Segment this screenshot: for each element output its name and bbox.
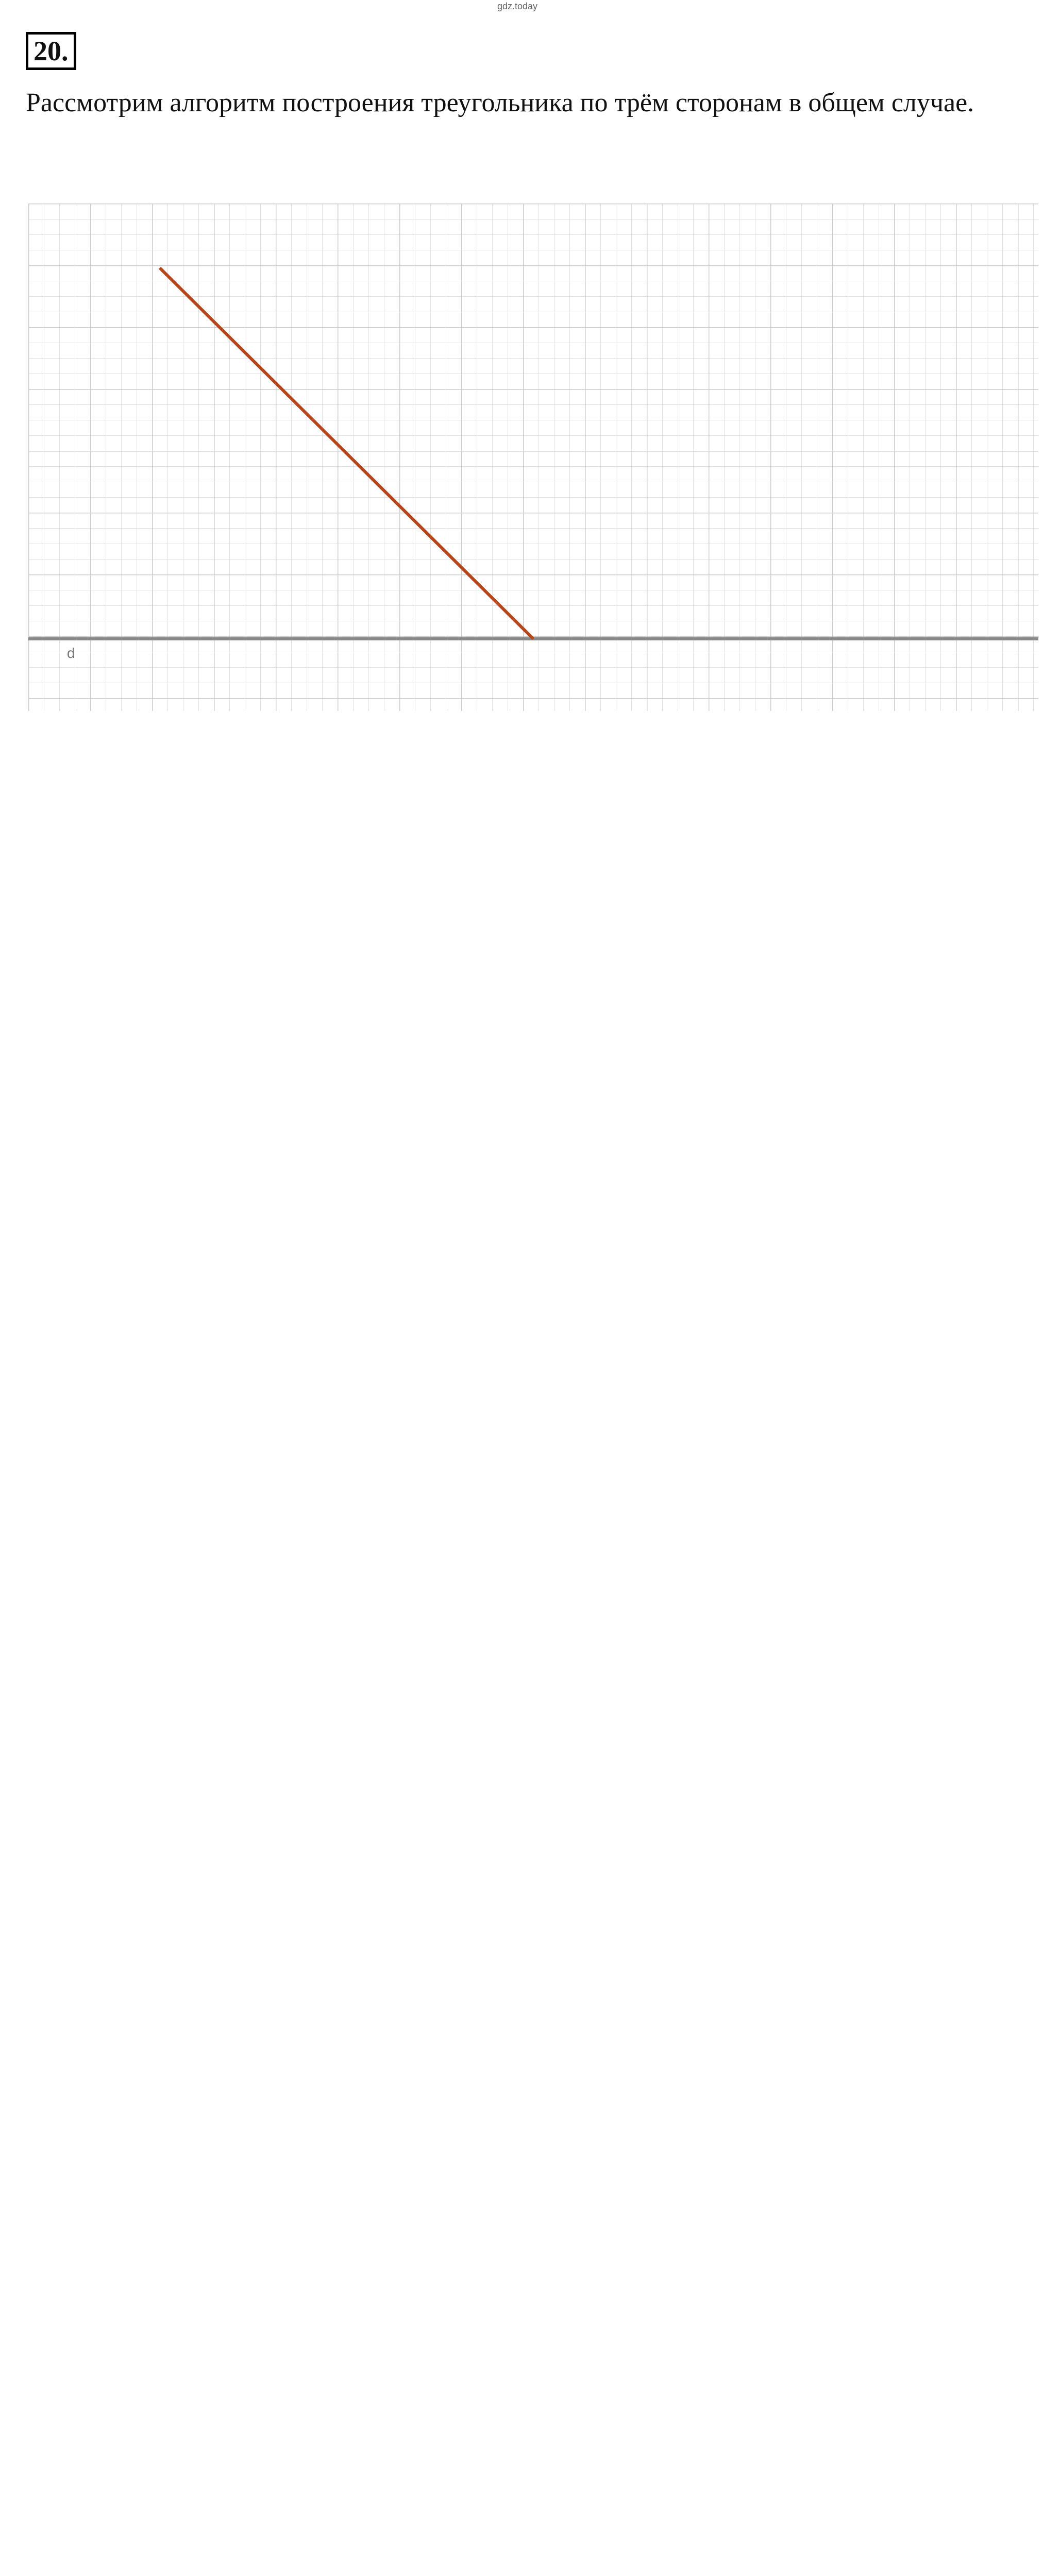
main-construction-figure	[28, 204, 1038, 711]
main-figure-svg	[28, 204, 1038, 711]
intro-text: Рассмотрим алгоритм построения треугольника по трём сторонам в общем случае.	[26, 88, 974, 117]
task-number: 20.	[26, 32, 76, 70]
line-d-label: d	[67, 645, 75, 661]
site-tag: gdz.today	[497, 1, 538, 11]
